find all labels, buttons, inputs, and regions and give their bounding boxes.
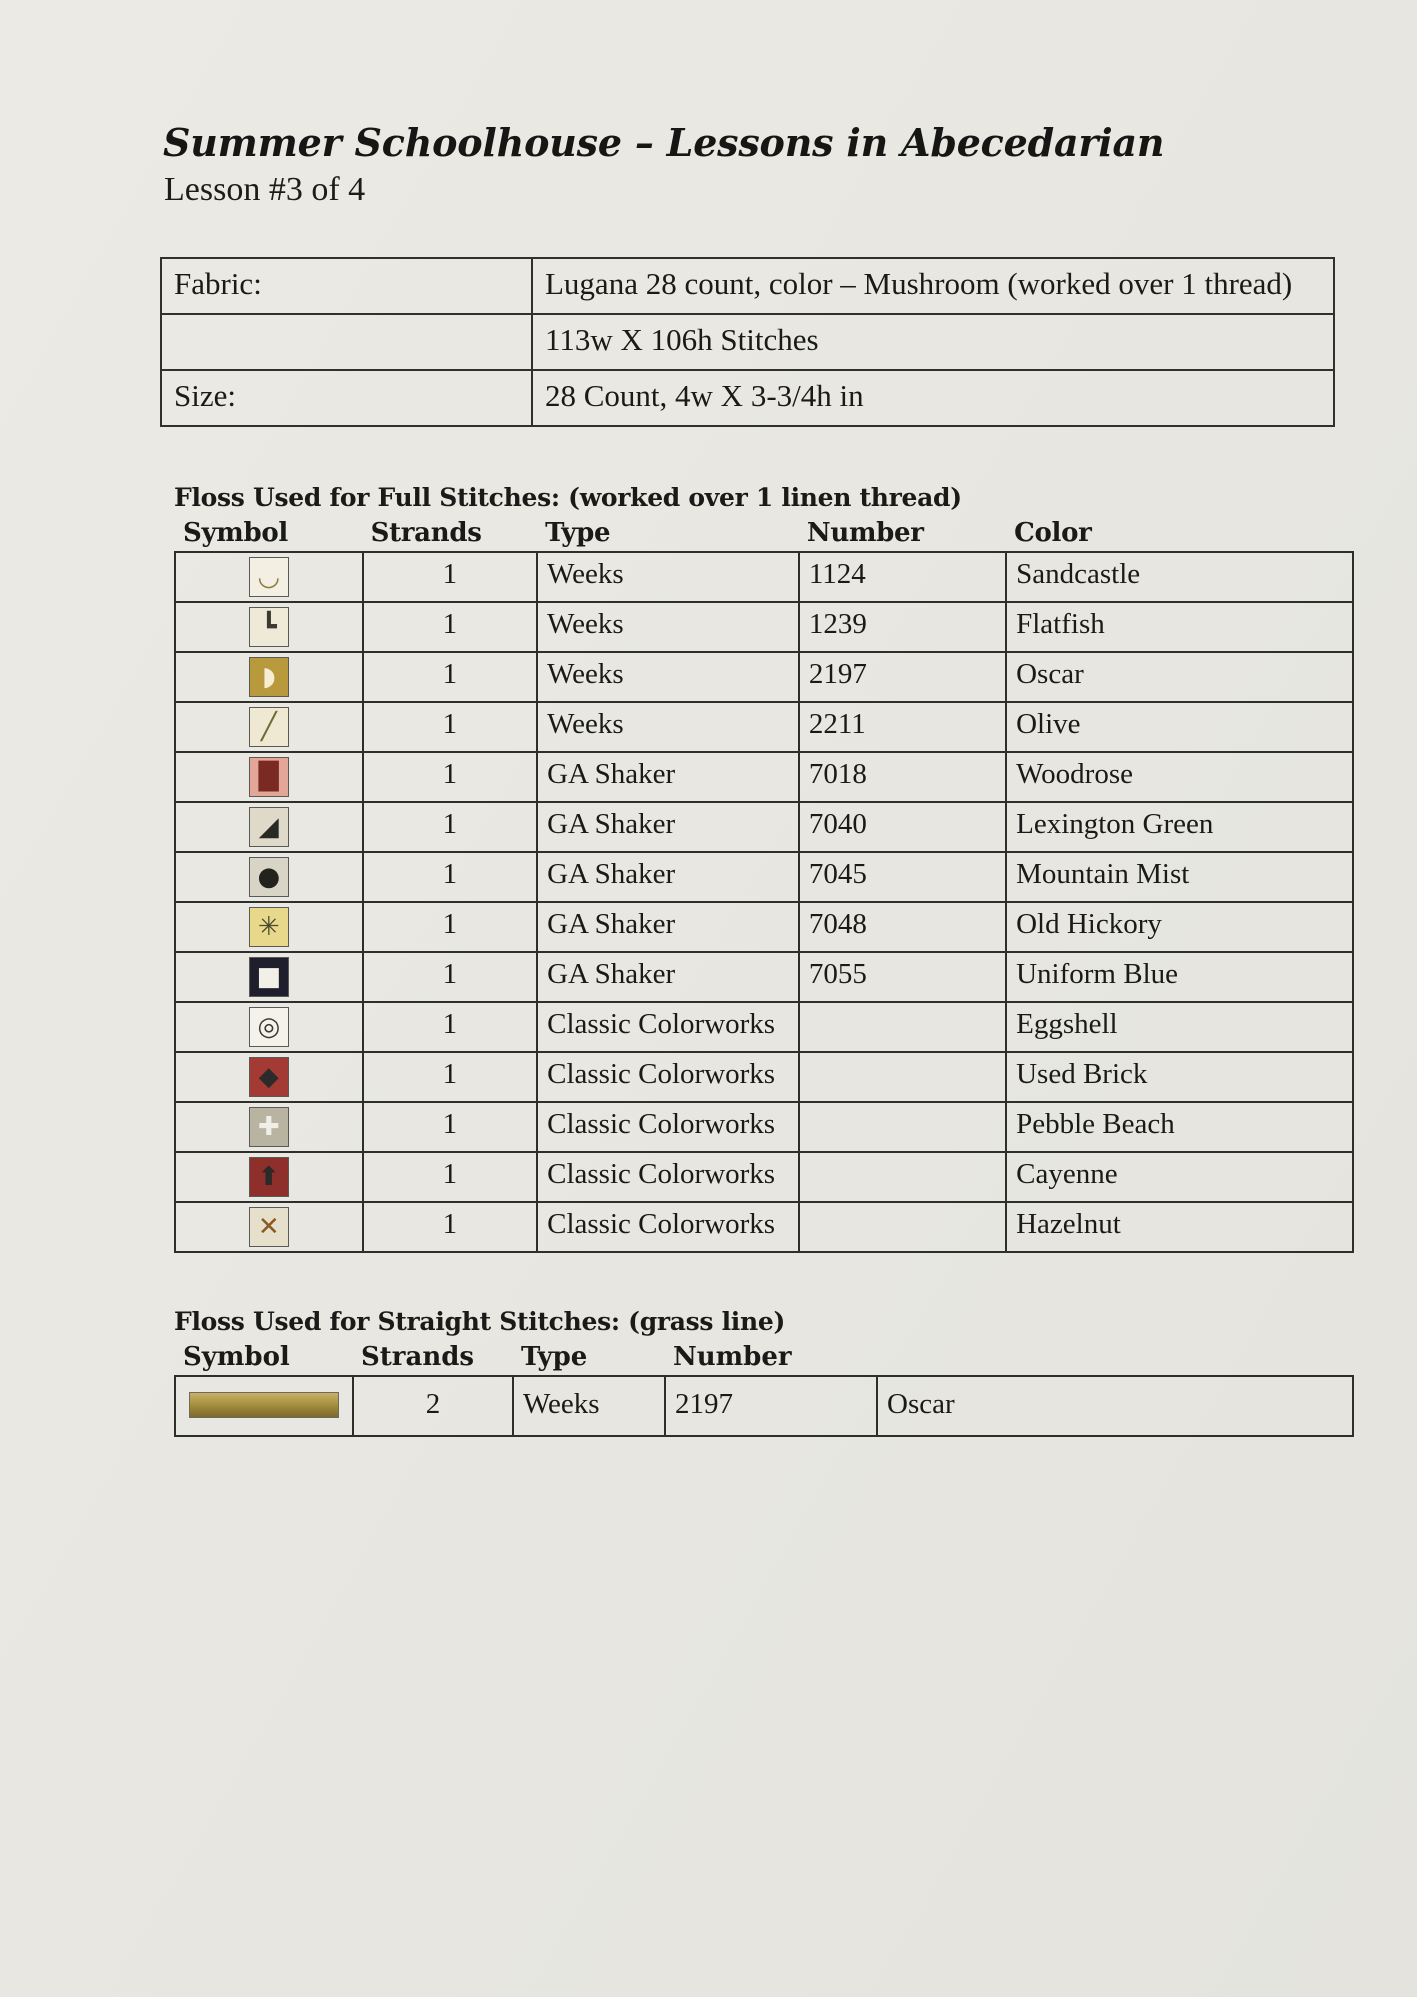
number-cell: 2197 bbox=[665, 1376, 877, 1436]
symbol-cell bbox=[175, 1102, 363, 1152]
symbol-cell bbox=[175, 1052, 363, 1102]
filled-triangle-icon bbox=[249, 807, 289, 847]
strands-cell: 1 bbox=[363, 1202, 538, 1252]
diamond-icon bbox=[249, 1057, 289, 1097]
symbol-cell bbox=[175, 1152, 363, 1202]
strands-cell: 1 bbox=[363, 1152, 538, 1202]
type-cell: Weeks bbox=[537, 552, 799, 602]
strands-cell: 1 bbox=[363, 852, 538, 902]
plus-icon bbox=[249, 1107, 289, 1147]
column-header-number: Number bbox=[673, 1341, 792, 1372]
table-row bbox=[175, 1202, 1353, 1252]
type-cell: Weeks bbox=[537, 702, 799, 752]
right-half-moon-icon bbox=[249, 657, 289, 697]
type-cell: Classic Colorworks bbox=[537, 1102, 799, 1152]
type-cell: GA Shaker bbox=[537, 902, 799, 952]
fabric-value: Lugana 28 count, color – Mushroom (worked over 1 thread) bbox=[532, 258, 1334, 314]
symbol-glyph: ● bbox=[257, 861, 281, 892]
strands-cell: 1 bbox=[363, 702, 538, 752]
table-row bbox=[175, 602, 1353, 652]
symbol-glyph: ◆ bbox=[258, 1061, 279, 1092]
number-cell bbox=[799, 1002, 1006, 1052]
column-header-number: Number bbox=[806, 517, 924, 548]
symbol-glyph: ╱ bbox=[260, 711, 277, 742]
table-row bbox=[175, 852, 1353, 902]
number-cell bbox=[799, 1152, 1006, 1202]
strands-cell: 1 bbox=[363, 802, 538, 852]
table-row bbox=[175, 702, 1353, 752]
page-subtitle: Lesson #3 of 4 bbox=[164, 171, 366, 208]
number-cell: 1239 bbox=[799, 602, 1006, 652]
symbol-glyph: ✚ bbox=[257, 1111, 280, 1142]
color-cell: Pebble Beach bbox=[1006, 1102, 1353, 1152]
full-stitches-table bbox=[174, 518, 1354, 1253]
symbol-cell bbox=[175, 752, 363, 802]
symbol-glyph: ◎ bbox=[257, 1011, 281, 1042]
table-row bbox=[175, 1376, 1353, 1436]
filled-square-icon bbox=[249, 957, 289, 997]
strands-cell: 1 bbox=[363, 552, 538, 602]
column-header-strands: Strands bbox=[361, 1341, 475, 1372]
corner-L-icon bbox=[249, 607, 289, 647]
color-cell: Olive bbox=[1006, 702, 1353, 752]
table-row bbox=[161, 258, 1334, 314]
color-cell: Mountain Mist bbox=[1006, 852, 1353, 902]
type-cell: Classic Colorworks bbox=[537, 1152, 799, 1202]
number-cell: 7048 bbox=[799, 902, 1006, 952]
table-row bbox=[175, 802, 1353, 852]
strands-cell: 1 bbox=[363, 602, 538, 652]
strands-cell: 1 bbox=[363, 1052, 538, 1102]
symbol-cell bbox=[175, 652, 363, 702]
color-cell: Old Hickory bbox=[1006, 902, 1353, 952]
column-header-spacer bbox=[877, 1342, 1353, 1376]
type-cell: GA Shaker bbox=[537, 852, 799, 902]
symbol-glyph: ✳ bbox=[257, 911, 280, 942]
type-cell: GA Shaker bbox=[537, 802, 799, 852]
table-header-row bbox=[175, 1342, 1353, 1376]
table-row bbox=[161, 314, 1334, 370]
type-cell: Weeks bbox=[537, 602, 799, 652]
symbol-glyph: ⬆ bbox=[257, 1161, 280, 1192]
symbol-glyph: ◢ bbox=[258, 811, 279, 842]
column-header-type: Type bbox=[521, 1341, 588, 1372]
color-cell: Flatfish bbox=[1006, 602, 1353, 652]
gold-bar-icon bbox=[189, 1392, 339, 1418]
strands-cell: 1 bbox=[363, 952, 538, 1002]
symbol-cell bbox=[175, 552, 363, 602]
symbol-glyph: ■ bbox=[256, 961, 282, 992]
number-cell: 2211 bbox=[799, 702, 1006, 752]
strands-cell: 1 bbox=[363, 752, 538, 802]
number-cell bbox=[799, 1202, 1006, 1252]
number-cell: 7055 bbox=[799, 952, 1006, 1002]
color-cell: Used Brick bbox=[1006, 1052, 1353, 1102]
dot-icon bbox=[249, 857, 289, 897]
symbol-cell bbox=[175, 602, 363, 652]
table-row bbox=[175, 902, 1353, 952]
color-cell: Oscar bbox=[877, 1376, 1353, 1436]
column-header-symbol: Symbol bbox=[183, 1341, 290, 1372]
color-cell: Lexington Green bbox=[1006, 802, 1353, 852]
color-cell: Sandcastle bbox=[1006, 552, 1353, 602]
color-cell: Woodrose bbox=[1006, 752, 1353, 802]
symbol-cell bbox=[175, 902, 363, 952]
number-cell: 7018 bbox=[799, 752, 1006, 802]
symbol-glyph: █ bbox=[258, 761, 279, 792]
table-header-row bbox=[175, 518, 1353, 552]
circle-outline-icon bbox=[249, 1007, 289, 1047]
table-row bbox=[175, 552, 1353, 602]
vertical-bar-icon bbox=[249, 757, 289, 797]
full-stitches-heading: Floss Used for Full Stitches: (worked over 1 linen thread) bbox=[174, 482, 962, 512]
diagonal-oval-icon bbox=[249, 707, 289, 747]
number-cell: 2197 bbox=[799, 652, 1006, 702]
symbol-cell bbox=[175, 1002, 363, 1052]
color-cell: Cayenne bbox=[1006, 1152, 1353, 1202]
size-value: 28 Count, 4w X 3-3/4h in bbox=[532, 370, 1334, 426]
table-row bbox=[175, 752, 1353, 802]
type-cell: GA Shaker bbox=[537, 952, 799, 1002]
symbol-cell bbox=[175, 1202, 363, 1252]
table-row bbox=[175, 952, 1353, 1002]
fabric-info-table bbox=[160, 257, 1335, 427]
color-cell: Oscar bbox=[1006, 652, 1353, 702]
type-cell: Weeks bbox=[513, 1376, 665, 1436]
size-label: Size: bbox=[161, 370, 532, 426]
column-header-type: Type bbox=[545, 517, 611, 548]
column-header-color: Color bbox=[1014, 517, 1092, 548]
color-cell: Hazelnut bbox=[1006, 1202, 1353, 1252]
number-cell: 7045 bbox=[799, 852, 1006, 902]
symbol-cell bbox=[175, 852, 363, 902]
straight-stitches-heading: Floss Used for Straight Stitches: (grass line) bbox=[174, 1306, 786, 1336]
symbol-cell bbox=[175, 802, 363, 852]
symbol-cell bbox=[175, 702, 363, 752]
strands-cell: 1 bbox=[363, 902, 538, 952]
symbol-glyph: ✕ bbox=[257, 1211, 280, 1242]
table-row bbox=[161, 370, 1334, 426]
symbol-glyph: ◡ bbox=[258, 561, 279, 592]
table-row bbox=[175, 652, 1353, 702]
color-cell: Eggshell bbox=[1006, 1002, 1353, 1052]
symbol-cell bbox=[175, 1376, 353, 1436]
page-title: Summer Schoolhouse – Lessons in Abecedarian bbox=[163, 120, 1165, 165]
type-cell: Classic Colorworks bbox=[537, 1002, 799, 1052]
column-header-symbol: Symbol bbox=[183, 517, 288, 548]
symbol-glyph: ◗ bbox=[261, 661, 276, 692]
stitches-label bbox=[161, 314, 532, 370]
type-cell: Classic Colorworks bbox=[537, 1052, 799, 1102]
half-circle-fill-icon bbox=[249, 557, 289, 597]
strands-cell: 1 bbox=[363, 1002, 538, 1052]
type-cell: Classic Colorworks bbox=[537, 1202, 799, 1252]
straight-stitches-table bbox=[174, 1342, 1354, 1437]
symbol-cell bbox=[175, 952, 363, 1002]
strands-cell: 1 bbox=[363, 1102, 538, 1152]
table-row bbox=[175, 1102, 1353, 1152]
arrow-up-icon bbox=[249, 1157, 289, 1197]
strands-cell: 1 bbox=[363, 652, 538, 702]
color-cell: Uniform Blue bbox=[1006, 952, 1353, 1002]
fabric-label: Fabric: bbox=[161, 258, 532, 314]
number-cell: 1124 bbox=[799, 552, 1006, 602]
column-header-strands: Strands bbox=[370, 517, 482, 548]
number-cell bbox=[799, 1102, 1006, 1152]
number-cell bbox=[799, 1052, 1006, 1102]
number-cell: 7040 bbox=[799, 802, 1006, 852]
table-row bbox=[175, 1002, 1353, 1052]
asterisk-icon bbox=[249, 907, 289, 947]
type-cell: Weeks bbox=[537, 652, 799, 702]
cross-x-icon bbox=[249, 1207, 289, 1247]
type-cell: GA Shaker bbox=[537, 752, 799, 802]
table-row bbox=[175, 1052, 1353, 1102]
symbol-glyph: ┗ bbox=[260, 611, 277, 642]
stitches-value: 113w X 106h Stitches bbox=[532, 314, 1334, 370]
table-row bbox=[175, 1152, 1353, 1202]
strands-cell: 2 bbox=[353, 1376, 513, 1436]
